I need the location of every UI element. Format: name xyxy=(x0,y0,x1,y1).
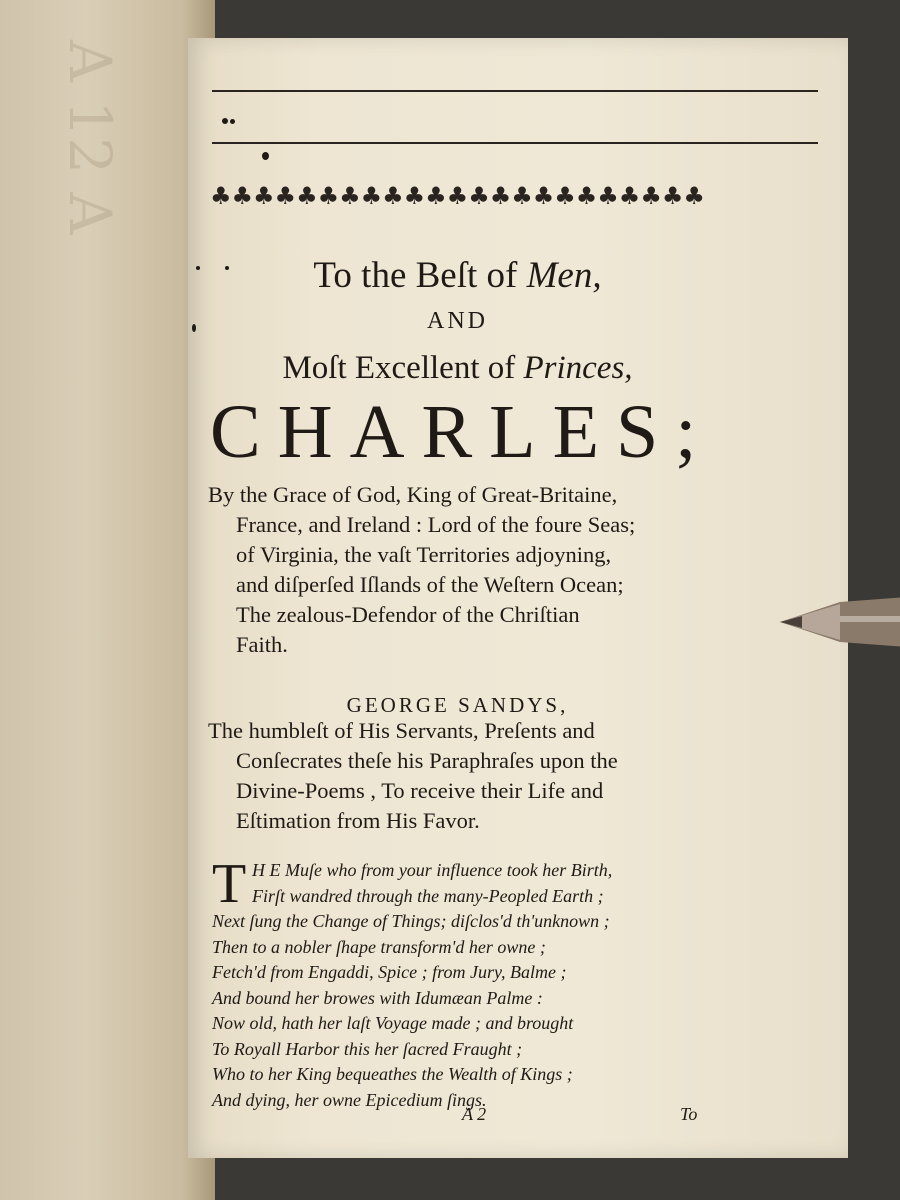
poem-line: H E Muſe who from your influence took her Birth, xyxy=(252,860,613,880)
dedication-line: Conſecrates theſe his Paraphraſes upon the xyxy=(236,748,618,773)
second-rule xyxy=(212,142,818,144)
royal-titles xyxy=(208,480,708,660)
poem-line: Now old, hath her laſt Voyage made ; and brought xyxy=(212,1013,574,1033)
signature-mark: A 2 xyxy=(462,1104,487,1124)
dedicatee-name: CHARLES; xyxy=(210,390,714,474)
dedication-line: The humbleſt of His Servants, Preſents and xyxy=(208,718,595,743)
title-line: France, and Ireland : Lord of the foure Seas; xyxy=(236,512,636,537)
poem-line: Fetch'd from Engaddi, Spice ; from Jury, Balme ; xyxy=(212,962,567,982)
ink-spot xyxy=(192,324,196,332)
poem-line: And bound her browes with Idumæan Palme : xyxy=(212,987,543,1008)
poem-line: Then to a nobler ſhape transform'd her owne ; xyxy=(212,936,546,957)
pencil-highlight xyxy=(840,616,900,622)
heading-and: AND xyxy=(427,308,488,334)
top-rule xyxy=(212,90,818,92)
poem-dropcap: T xyxy=(212,853,247,915)
heading-line-3 xyxy=(210,348,705,388)
poem-line: Next ſung the Change of Things; diſclos'd th'unknown ; xyxy=(212,911,610,931)
ink-spot xyxy=(222,118,228,124)
catchword: To xyxy=(680,1104,698,1124)
heading-line-1-text: To the Beſt of xyxy=(313,255,527,296)
pointer-pencil xyxy=(780,594,900,650)
title-line: and diſperſed Iſlands of the Weſtern Ocean; xyxy=(236,572,624,597)
author-name: GEORGE SANDYS, xyxy=(346,693,569,717)
bleed-through-text: A 12 A xyxy=(56,40,124,235)
fleuron-ornament-band: ♣♣♣♣♣♣♣♣♣♣♣♣♣♣♣♣♣♣♣♣♣♣♣ xyxy=(210,182,705,210)
title-line: The zealous-Defendor of the Chriſtian xyxy=(236,602,580,627)
heading-line-3-italic: Princes, xyxy=(523,350,633,386)
title-line: By the Grace of God, King of Great-Britaine, xyxy=(208,482,618,507)
pencil-point xyxy=(780,616,802,628)
dedication-line: Eſtimation from His Favor. xyxy=(236,808,480,833)
ink-spot xyxy=(262,152,269,160)
poem-line: And dying, her owne Epicedium ſings. xyxy=(212,1089,487,1110)
dedication-text xyxy=(208,716,708,836)
poem-text xyxy=(212,853,712,1113)
title-line: Faith. xyxy=(236,632,288,657)
poem-line: To Royall Harbor this her ſacred Fraught ; xyxy=(212,1038,523,1059)
heading-line-3-text: Moſt Excellent of xyxy=(282,350,524,386)
heading-line-1 xyxy=(210,254,705,298)
title-line: of Virginia, the vaſt Territories adjoyning, xyxy=(236,542,612,567)
left-page xyxy=(0,0,215,1200)
poem-line: Who to her King bequeathes the Wealth of Kings ; xyxy=(212,1064,573,1084)
ink-spot xyxy=(196,266,200,270)
heading-line-1-italic: Men, xyxy=(526,255,602,296)
poem-line: Firſt wandred through the many-Peopled Earth ; xyxy=(252,885,604,906)
dedication-line: Divine-Poems , To receive their Life and xyxy=(236,778,604,803)
ink-spot xyxy=(230,119,235,124)
